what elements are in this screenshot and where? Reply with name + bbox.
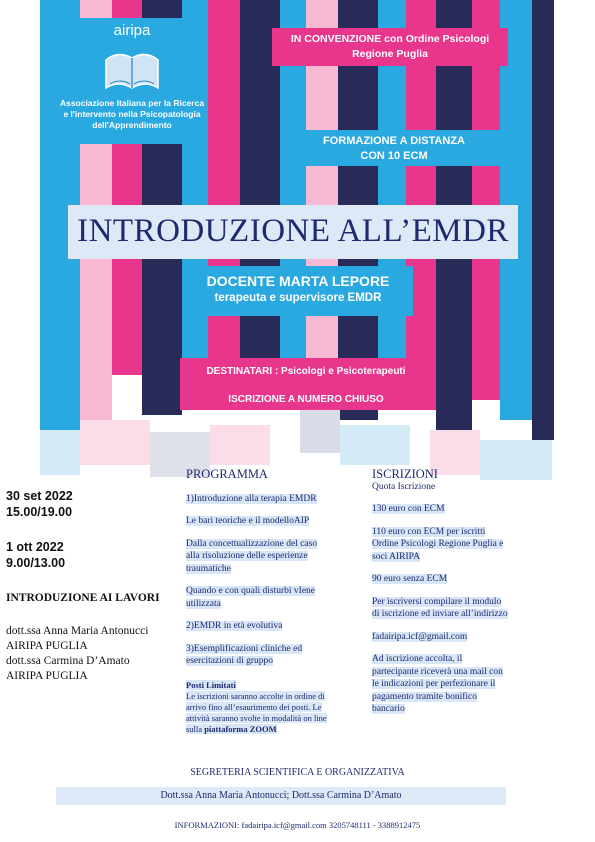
teacher-role: terapeuta e supervisore EMDR [214,292,382,304]
day2-time: 9.00/13.00 [6,556,66,570]
distance-training-box: FORMAZIONE A DISTANZA CON 10 ECM [288,130,500,166]
registration-instructions: Per iscriversi compilare il modulo di iscrizione ed inviare all’indirizzo [372,596,508,619]
fee-label: Quota Iscrizione [372,481,436,492]
logo-block [57,18,207,144]
fee-without-ecm: 90 euro senza ECM [372,574,448,584]
secretary-heading: SEGRETERIA SCIENTIFICA E ORGANIZZATIVA [190,767,405,778]
convention-box: IN CONVENZIONE con Ordine Psicologi Regione Puglia [272,28,508,66]
intro-heading: INTRODUZIONE AI LAVORI [6,592,160,604]
program-item: 1)Introduzione alla terapia EMDR [186,493,317,504]
program-heading: PROGRAMMA [186,467,268,481]
airipa-logo [102,22,162,94]
fee-members: 110 euro con ECM per iscritti Ordine Psicologi Regione Puglia e soci AIRIPA [372,526,504,562]
day1-date: 30 set 2022 [6,489,73,503]
limited-seats: Posti Limitati Le iscrizioni saranno accolte in ordine di arrivo fino all’esaurimento dei posti. Le attività saranno svolte in modalità on line sulla piattaforma ZOOM [186,679,327,734]
association-name: Associazione Italiana per la Ricerca e l'intervento nella Psicopatologia dell'Apprendimento [59,98,205,130]
day1-time: 15.00/19.00 [6,505,73,519]
enrollment-text: ISCRIZIONE A NUMERO CHIUSO [228,394,384,405]
day2-date: 1 ott 2022 [6,540,64,554]
fee-with-ecm: 130 euro con ECM [372,504,445,514]
program-item: 2)EMDR in età evolutiva [186,621,283,631]
registration-column [372,468,552,716]
program-item: 3)Esemplificazioni cliniche ed esercitazioni di gruppo [186,643,303,666]
program-column [186,468,366,735]
page-title: INTRODUZIONE ALL’EMDR [77,213,509,249]
teacher-box [183,266,413,316]
open-book-icon [102,42,162,94]
registration-heading: ISCRIZIONI [372,467,438,481]
secretary-names: Dott.ssa Anna Maria Antonucci; Dott.ssa Carmina D’Amato [160,790,402,801]
speakers-list: dott.ssa Anna Maria Antonucci AIRIPA PUGLIA dott.ssa Carmina D’Amato AIRIPA PUGLIA [6,625,149,682]
registration-email-link[interactable]: fadairipa.icf@gmail.com [372,631,468,642]
title-banner [68,205,518,259]
confirmation-text: Ad iscrizione accolta, il partecipante riceverà una mail con le indicazioni per perfezionare il pagamento tramite bonifico bancario [372,654,503,714]
program-item: Dalla concettualizzazione del caso alla risoluzione delle esperienze traumatiche [186,538,318,574]
secretary-names-bar [56,787,506,805]
program-item: Le bari teoriche e il modelloAIP [186,516,310,526]
logo-wordmark: airipa [113,22,151,39]
contact-info: INFORMAZIONI: fadairipa.icf@gmail.com 3205748111 - 3388912475 [174,820,421,830]
teacher-name: DOCENTE MARTA LEPORE [206,273,390,289]
program-item: Quando e con quali disturbi vIene utilizzata [186,586,316,609]
recipients-text: DESTINATARI : Psicologi e Psicoterapeuti [206,366,406,377]
audience-box [180,358,432,410]
